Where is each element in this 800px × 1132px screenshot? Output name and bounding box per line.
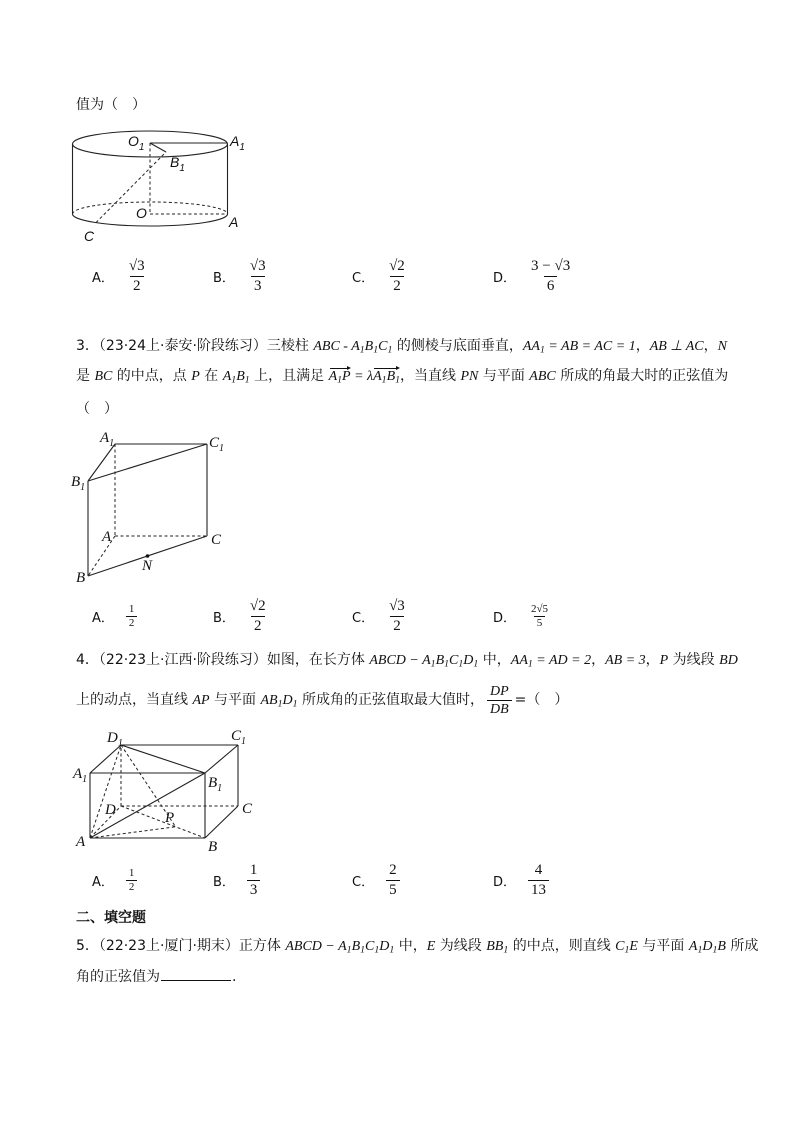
q3-option-a (92, 596, 140, 636)
q3-option-d (493, 596, 554, 636)
q2-tail-text: 值为（ ） (76, 97, 146, 113)
ratio-fraction (487, 683, 512, 718)
fraction-denominator: 2 (130, 276, 144, 296)
fraction-numerator: 1 (249, 861, 258, 878)
punctuation: ， (645, 652, 660, 668)
option-fraction (126, 867, 138, 894)
question-text: 与平面 (209, 692, 261, 708)
option-label: A． (92, 270, 114, 286)
fraction-numerator: 1 (128, 602, 135, 615)
q2-tail-line (76, 95, 146, 115)
question-text: 的中点，则直线 (508, 938, 616, 954)
label-a1: $A_1$ (230, 133, 245, 153)
math-point-e: E (426, 939, 436, 954)
label-c: C (211, 532, 222, 548)
cuboid-figure (68, 725, 258, 855)
punctuation: ， (703, 338, 718, 354)
label-a: A (76, 834, 86, 850)
fraction-denominator: 5 (534, 616, 546, 630)
q5-line-2 (76, 966, 236, 986)
question-text: ，当直线 (400, 368, 461, 384)
fraction-numerator: 2 (389, 861, 397, 878)
q2-option-d (493, 256, 576, 296)
fraction-denominator: 2 (390, 276, 404, 296)
punctuation: ， (635, 338, 650, 354)
diagonal-d-b (121, 806, 205, 838)
punctuation: ， (591, 652, 606, 668)
label-p: P (165, 810, 175, 826)
math-plane-abc: ABC (529, 369, 556, 384)
section-title: 二、填空题 (76, 910, 146, 926)
q4-option-d (493, 860, 552, 900)
fraction-denominator: 2 (390, 616, 404, 636)
math-line-pn: PN (460, 369, 479, 384)
option-label: B． (213, 610, 235, 626)
option-fraction (126, 257, 148, 296)
math-edge-lengths: $AA_1$ = AD = 2 (510, 653, 592, 670)
question-text: 上，且满足 (249, 368, 329, 384)
fraction-numerator: √2 (389, 257, 405, 274)
label-b1: $B_1$ (71, 474, 86, 493)
fraction-denominator: DB (487, 700, 512, 718)
question-text: 中， (394, 938, 427, 954)
math-ab-length: AB = 3 (605, 653, 646, 668)
fraction-denominator: 5 (386, 880, 400, 900)
option-fraction (247, 257, 269, 296)
math-point-n: N (717, 339, 727, 354)
question-source-text: （22·23上·江西·阶段练习）如图，在长方体 (98, 652, 370, 668)
math-prism-name: ABC - $A_1B_1C_1$ (313, 339, 393, 356)
math-segment-bb1: $BB_1$ (486, 939, 509, 956)
prism-figure (65, 420, 235, 590)
q4-line-2 (76, 680, 568, 720)
q2-option-a (92, 256, 151, 296)
cylinder-bottom-front-arc (73, 214, 228, 226)
answer-blank (161, 966, 231, 981)
option-label: D． (493, 270, 517, 286)
math-plane-a1d1b: $A_1D_1B$ (688, 939, 726, 956)
math-cuboid-name: ABCD − $A_1B_1C_1D_1$ (369, 653, 479, 670)
option-fraction (247, 597, 269, 636)
math-plane-ab1d1: $AB_1D_1$ (260, 693, 298, 710)
q3-line-3 (76, 399, 118, 419)
option-label: C． (352, 874, 375, 890)
question-number: 3． (76, 338, 99, 354)
option-label: C． (352, 610, 375, 626)
label-o: O (136, 205, 147, 221)
q4-option-a (92, 860, 140, 900)
segment-o1-b1 (150, 143, 166, 152)
fraction-denominator: 2 (126, 880, 138, 894)
fraction-numerator: DP (489, 683, 509, 699)
fraction-numerator: 1 (128, 866, 135, 879)
q3-line-2 (76, 366, 728, 386)
label-a: A (229, 214, 239, 230)
q3-option-b (213, 596, 272, 636)
label-b: B (76, 570, 86, 586)
q3-line-1 (76, 336, 727, 356)
option-fraction (528, 603, 551, 630)
question-text: 所成的角最大时的正弦值为 (555, 368, 729, 384)
label-o1: $O_1$ (128, 133, 145, 153)
label-d1: $D_1$ (107, 730, 123, 749)
option-fraction (386, 257, 408, 296)
math-segment-bc: BC (94, 369, 113, 384)
option-fraction (528, 861, 549, 900)
section-title-line (76, 908, 146, 928)
label-b: B (208, 839, 218, 855)
label-b1: $B_1$ (208, 775, 223, 794)
question-text: 中， (478, 652, 511, 668)
q4-option-c (352, 860, 403, 900)
math-vector-a1b1: $A_1B_1$ (373, 369, 401, 386)
fraction-denominator: 2 (126, 616, 138, 630)
question-text: 是 (76, 368, 95, 384)
question-source-text: （22·23上·厦门·期末）正方体 (98, 938, 286, 954)
fraction-numerator: √3 (389, 597, 405, 614)
math-perpendicular: AB ⊥ AC (649, 339, 704, 354)
fraction-numerator: √2 (249, 597, 266, 614)
question-source-text: （23·24上·泰安·阶段练习）三棱柱 (98, 338, 314, 354)
question-text: 在 (199, 368, 223, 384)
label-a1: $A_1$ (100, 430, 115, 449)
q2-option-c (352, 256, 411, 296)
q4-option-b (213, 860, 263, 900)
diagonal-d1-b1 (121, 745, 205, 773)
q4-line-1 (76, 650, 738, 670)
label-b1: $B_1$ (170, 154, 185, 174)
math-edge-lengths: $AA_1$ = AB = AC = 1 (522, 339, 636, 356)
option-label: B． (213, 874, 235, 890)
fraction-numerator: √3 (128, 257, 145, 274)
punctuation: . (232, 969, 237, 985)
option-fraction (528, 257, 573, 296)
segment-c-b1 (96, 152, 166, 223)
question-text: 角的正弦值为 (76, 969, 160, 985)
math-point-p: P (659, 653, 669, 668)
question-number: 5． (76, 938, 99, 954)
q3-option-c (352, 596, 411, 636)
question-text: 上的动点，当直线 (76, 692, 193, 708)
label-c: C (242, 801, 253, 817)
edge-b-c (205, 806, 238, 838)
fraction-denominator: 13 (528, 880, 549, 900)
edge-b1-c1 (205, 745, 238, 773)
question-text: 的侧棱与底面垂直， (392, 338, 523, 354)
fraction-denominator: 3 (247, 880, 261, 900)
label-n: N (142, 558, 153, 574)
math-point-p: P (191, 369, 200, 384)
question-text: 所成 (725, 938, 759, 954)
option-fraction (126, 603, 138, 630)
question-text: 与平面 (637, 938, 689, 954)
option-label: C． (352, 270, 375, 286)
math-segment-bd: BD (719, 653, 738, 668)
option-label: D． (493, 874, 517, 890)
question-text: 与平面 (478, 368, 530, 384)
math-line-c1e: $C_1E$ (615, 939, 638, 956)
label-c1: $C_1$ (209, 435, 225, 454)
fraction-numerator: 3 − √3 (531, 257, 571, 274)
edge-b1-c1 (88, 444, 207, 481)
option-fraction (247, 861, 261, 900)
fraction-numerator: √3 (249, 257, 266, 274)
question-text: 所成角的正弦值取最大值时， (297, 692, 484, 708)
math-vector-a1p: $A_1P$ (328, 369, 351, 386)
q2-option-b (213, 256, 272, 296)
fraction-denominator: 6 (544, 276, 558, 296)
label-a1: $A_1$ (73, 766, 88, 785)
cylinder-figure (60, 120, 260, 250)
option-label: A． (92, 874, 114, 890)
math-equals-lambda: = λ (350, 369, 374, 384)
math-line-ap: AP (192, 693, 210, 708)
fraction-denominator: 3 (251, 276, 265, 296)
question-number: 4． (76, 652, 99, 668)
answer-brackets: =（ ） (514, 692, 569, 708)
math-segment-a1b1: $A_1B_1$ (222, 369, 250, 386)
label-a: A (102, 529, 112, 545)
question-text: 的中点，点 (112, 368, 192, 384)
q5-line-1 (76, 936, 758, 956)
option-label: B． (213, 270, 235, 286)
edge-a1-b1 (88, 444, 115, 481)
label-d: D (105, 802, 116, 818)
label-c: C (84, 228, 95, 244)
question-text: 为线段 (668, 652, 720, 668)
math-cube-name: ABCD − $A_1B_1C_1D_1$ (285, 939, 395, 956)
fraction-denominator: 2 (251, 616, 265, 636)
fraction-numerator: 2√5 (531, 602, 549, 615)
fraction-numerator: 4 (534, 861, 543, 878)
option-label: A． (92, 610, 114, 626)
answer-brackets: （ ） (76, 401, 118, 417)
segment-a-p (90, 827, 176, 838)
question-text: 为线段 (435, 938, 487, 954)
option-fraction (386, 861, 400, 900)
label-c1: $C_1$ (231, 728, 247, 747)
option-fraction (386, 597, 408, 636)
option-label: D． (493, 610, 517, 626)
